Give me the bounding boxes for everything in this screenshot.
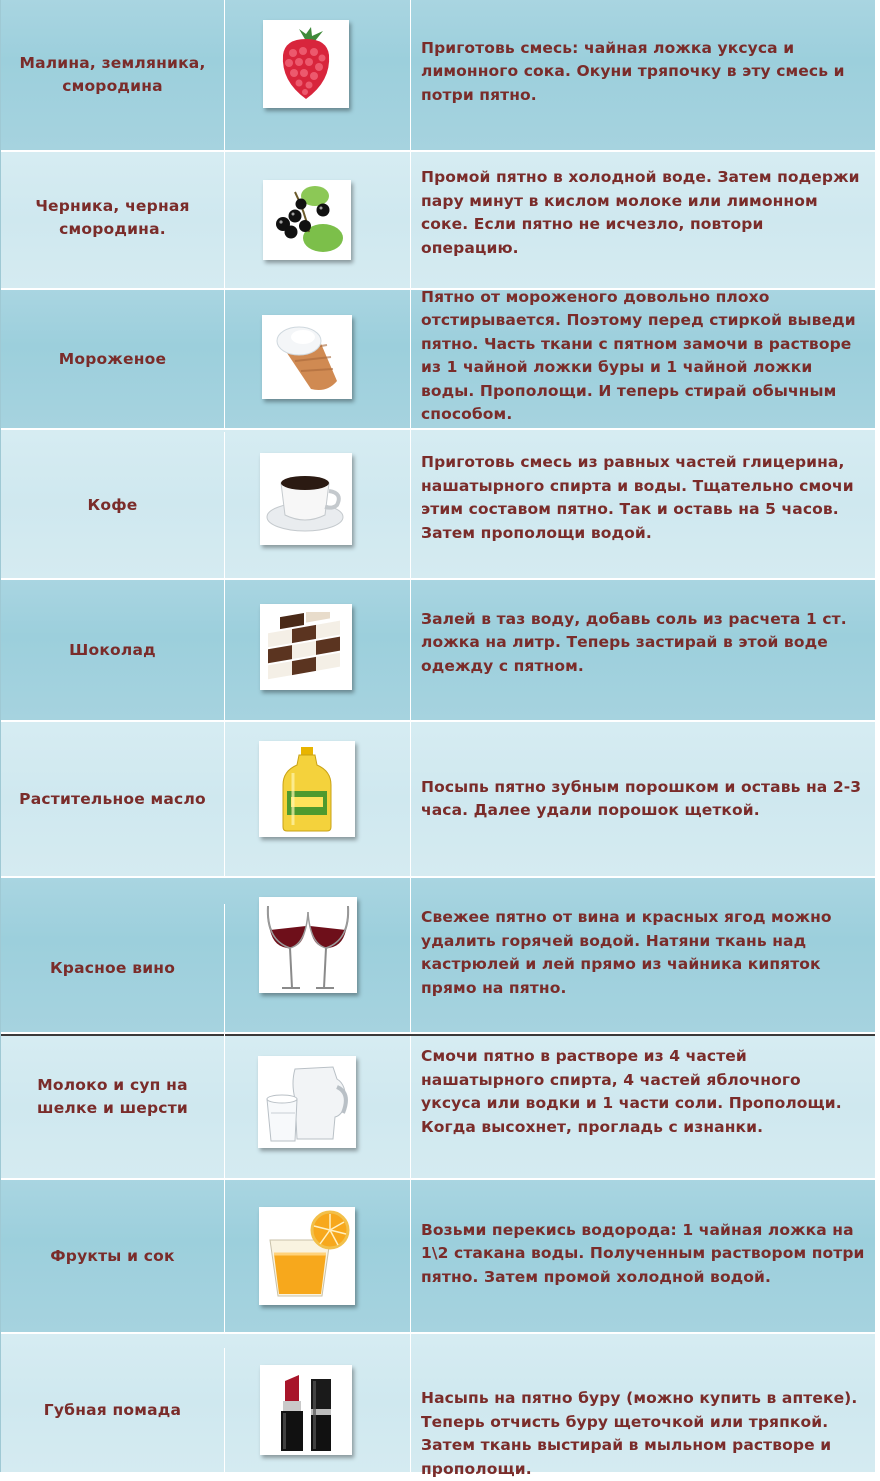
stain-instructions: Приготовь смесь из равных частей глицерина, нашатырного спирта и воды. Тщательно смочи этим составом пятно. Так и оставь на 5 часов. Затем прополощи водой. xyxy=(421,453,854,542)
stain-name: Красное вино xyxy=(1,904,225,1032)
ice-cream-icon xyxy=(262,315,352,399)
coffee-cup-icon xyxy=(260,453,352,545)
raspberry-icon xyxy=(263,20,349,108)
stain-instructions: Приготовь смесь: чайная ложка уксуса и лимонного сока. Окуни тряпочку в эту смесь и потри пятно. xyxy=(421,38,845,104)
stain-name: Молоко и суп на шелке и шерсти xyxy=(1,1016,225,1178)
lipstick-icon xyxy=(260,1365,352,1455)
stain-name: Кофе xyxy=(1,432,225,578)
stain-name: Малина, земляника, смородина xyxy=(1,0,225,150)
table-row xyxy=(1,430,875,580)
stain-name: Черника, черная смородина. xyxy=(1,148,225,288)
stain-instructions: Возьми перекись водорода: 1 чайная ложка на 1\2 стакана воды. Полученным раствором потри пятно. Затем промой холодной водой. xyxy=(421,1220,865,1286)
table-row xyxy=(1,580,875,722)
stain-instructions: Насыпь на пятно буру (можно купить в аптеке). Теперь отчисть буру щеточкой или тряпкой. Затем ткань выстирай в мыльном растворе и прополощи. xyxy=(421,1389,858,1478)
stain-instructions: Свежее пятно от вина и красных ягод можно удалить горячей водой. Натяни ткань над кастрюлей и лей прямо из чайника кипяток прямо на пятно. xyxy=(421,908,832,997)
table-row xyxy=(1,1034,875,1180)
table-row xyxy=(1,287,875,430)
stain-instructions: Залей в таз воду, добавь соль из расчета 1 ст. ложка на литр. Теперь застирай в этой воде одежду с пятном. xyxy=(421,609,847,675)
stain-instructions: Пятно от мороженого довольно плохо отстирывается. Поэтому перед стиркой выведи пятно. Часть ткани с пятном замочи в растворе из 1 чайной ложки буры и 1 чайной ложки воды. Прополощи. И теперь стирай обычным способом. xyxy=(421,287,856,423)
orange-juice-icon xyxy=(259,1207,355,1305)
blackcurrant-icon xyxy=(263,180,351,260)
table-row xyxy=(1,0,875,152)
oil-bottle-icon xyxy=(259,741,355,837)
stain-instructions: Посыпь пятно зубным порошком и оставь на 2-3 часа. Далее удали порошок щеткой. xyxy=(421,777,862,819)
table-row xyxy=(1,152,875,290)
milk-jug-icon xyxy=(258,1056,356,1148)
stain-instructions: Смочи пятно в растворе из 4 частей нашатырного спирта, 4 частей яблочного уксуса или водки и 1 части соли. Прополощи. Когда высохнет, прогладь с изнанки. xyxy=(421,1047,842,1136)
stain-name: Шоколад xyxy=(1,580,225,720)
stain-name: Губная помада xyxy=(1,1348,225,1472)
stain-name: Мороженое xyxy=(1,290,225,428)
wine-glasses-icon xyxy=(259,897,357,993)
table-row xyxy=(1,722,875,878)
table-row xyxy=(1,1334,875,1478)
stain-name: Растительное масло xyxy=(1,722,225,876)
stain-instructions: Промой пятно в холодной воде. Затем подержи пару минут в кислом молоке или лимонном соке. Если пятно не исчезло, повтори операцию. xyxy=(421,168,860,257)
stain-name: Фрукты и сок xyxy=(1,1180,225,1332)
chocolate-icon xyxy=(260,604,352,690)
table-row xyxy=(1,1180,875,1334)
